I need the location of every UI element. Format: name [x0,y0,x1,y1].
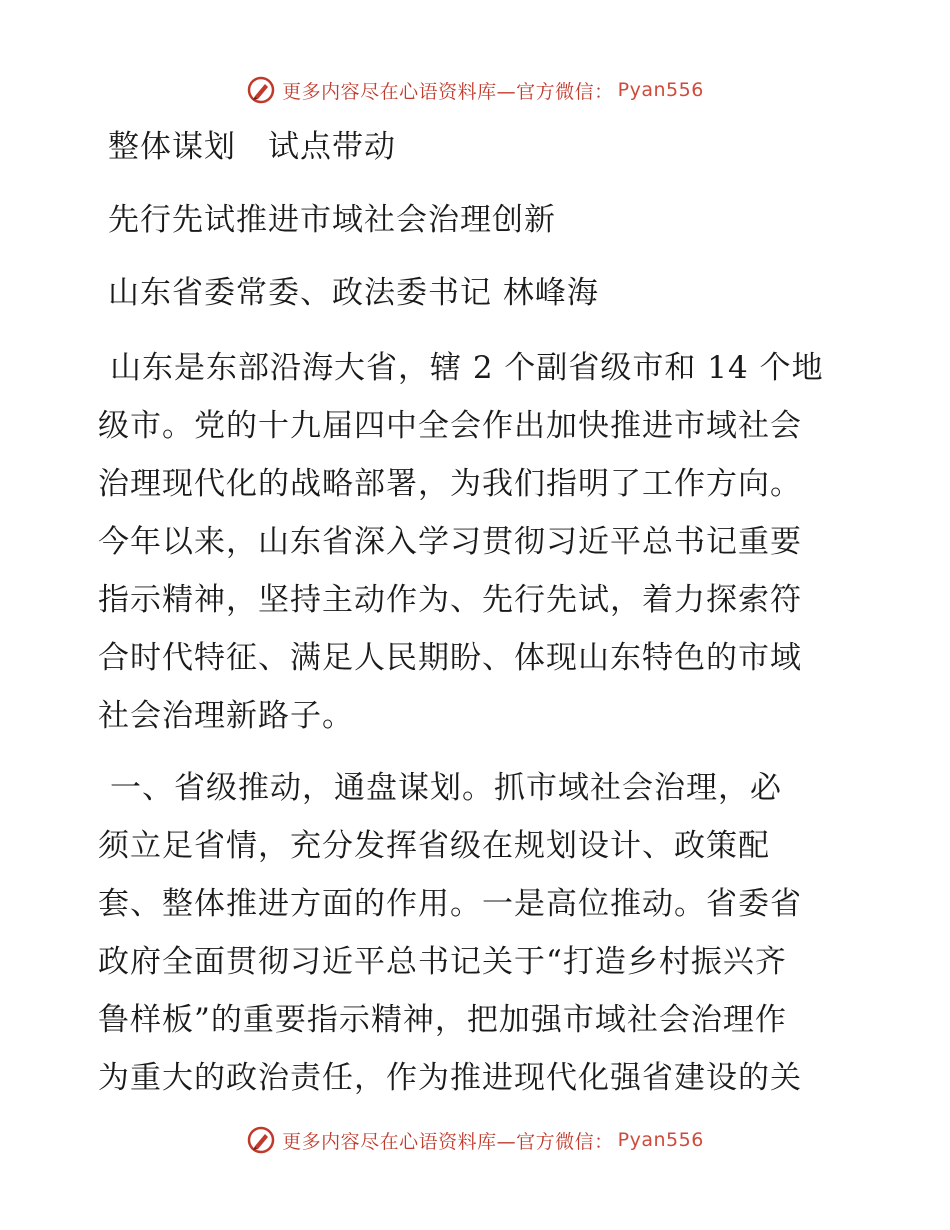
pen-logo-icon [246,1125,276,1155]
paragraph-1-line: 今年以来，山东省深入学习贯彻习近平总书记重要 [98,524,802,560]
watermark-text: 更多内容尽在心语资料库—官方微信： [282,80,614,103]
document-author: 山东省委常委、政法委书记 林峰海 [108,275,599,311]
header-watermark [0,70,950,110]
footer-watermark [0,1120,950,1160]
paragraph-1-line: 社会治理新路子。 [98,698,354,734]
paragraph-2-line: 一、省级推动，通盘谋划。抓市域社会治理，必 [110,770,782,806]
pen-logo-icon [246,75,276,105]
paragraph-2-line: 为重大的政治责任，作为推进现代化强省建设的关 [98,1060,802,1096]
paragraph-2-line: 政府全面贯彻习近平总书记关于“打造乡村振兴齐 [98,944,787,980]
paragraph-1-line: 指示精神，坚持主动作为、先行先试，着力探索符 [98,582,802,618]
paragraph-2-line: 须立足省情，充分发挥省级在规划设计、政策配 [98,828,770,864]
watermark-wechat-id: Pyan556 [617,1129,704,1151]
paragraph-2-line: 鲁样板”的重要指示精神，把加强市域社会治理作 [98,1002,787,1038]
paragraph-1-line: 山东是东部沿海大省，辖 2 个副省级市和 14 个地 [110,350,824,386]
document-title-line-2: 先行先试推进市域社会治理创新 [108,202,556,238]
paragraph-1-line: 合时代特征、满足人民期盼、体现山东特色的市域 [98,640,802,676]
watermark-text: 更多内容尽在心语资料库—官方微信： [282,1130,614,1153]
watermark-wechat-id: Pyan556 [617,79,704,101]
paragraph-2-line: 套、整体推进方面的作用。一是高位推动。省委省 [98,886,802,922]
document-title-line-1: 整体谋划 试点带动 [108,129,396,165]
paragraph-1-line: 级市。党的十九届四中全会作出加快推进市域社会 [98,408,802,444]
paragraph-1-line: 治理现代化的战略部署，为我们指明了工作方向。 [98,466,802,502]
